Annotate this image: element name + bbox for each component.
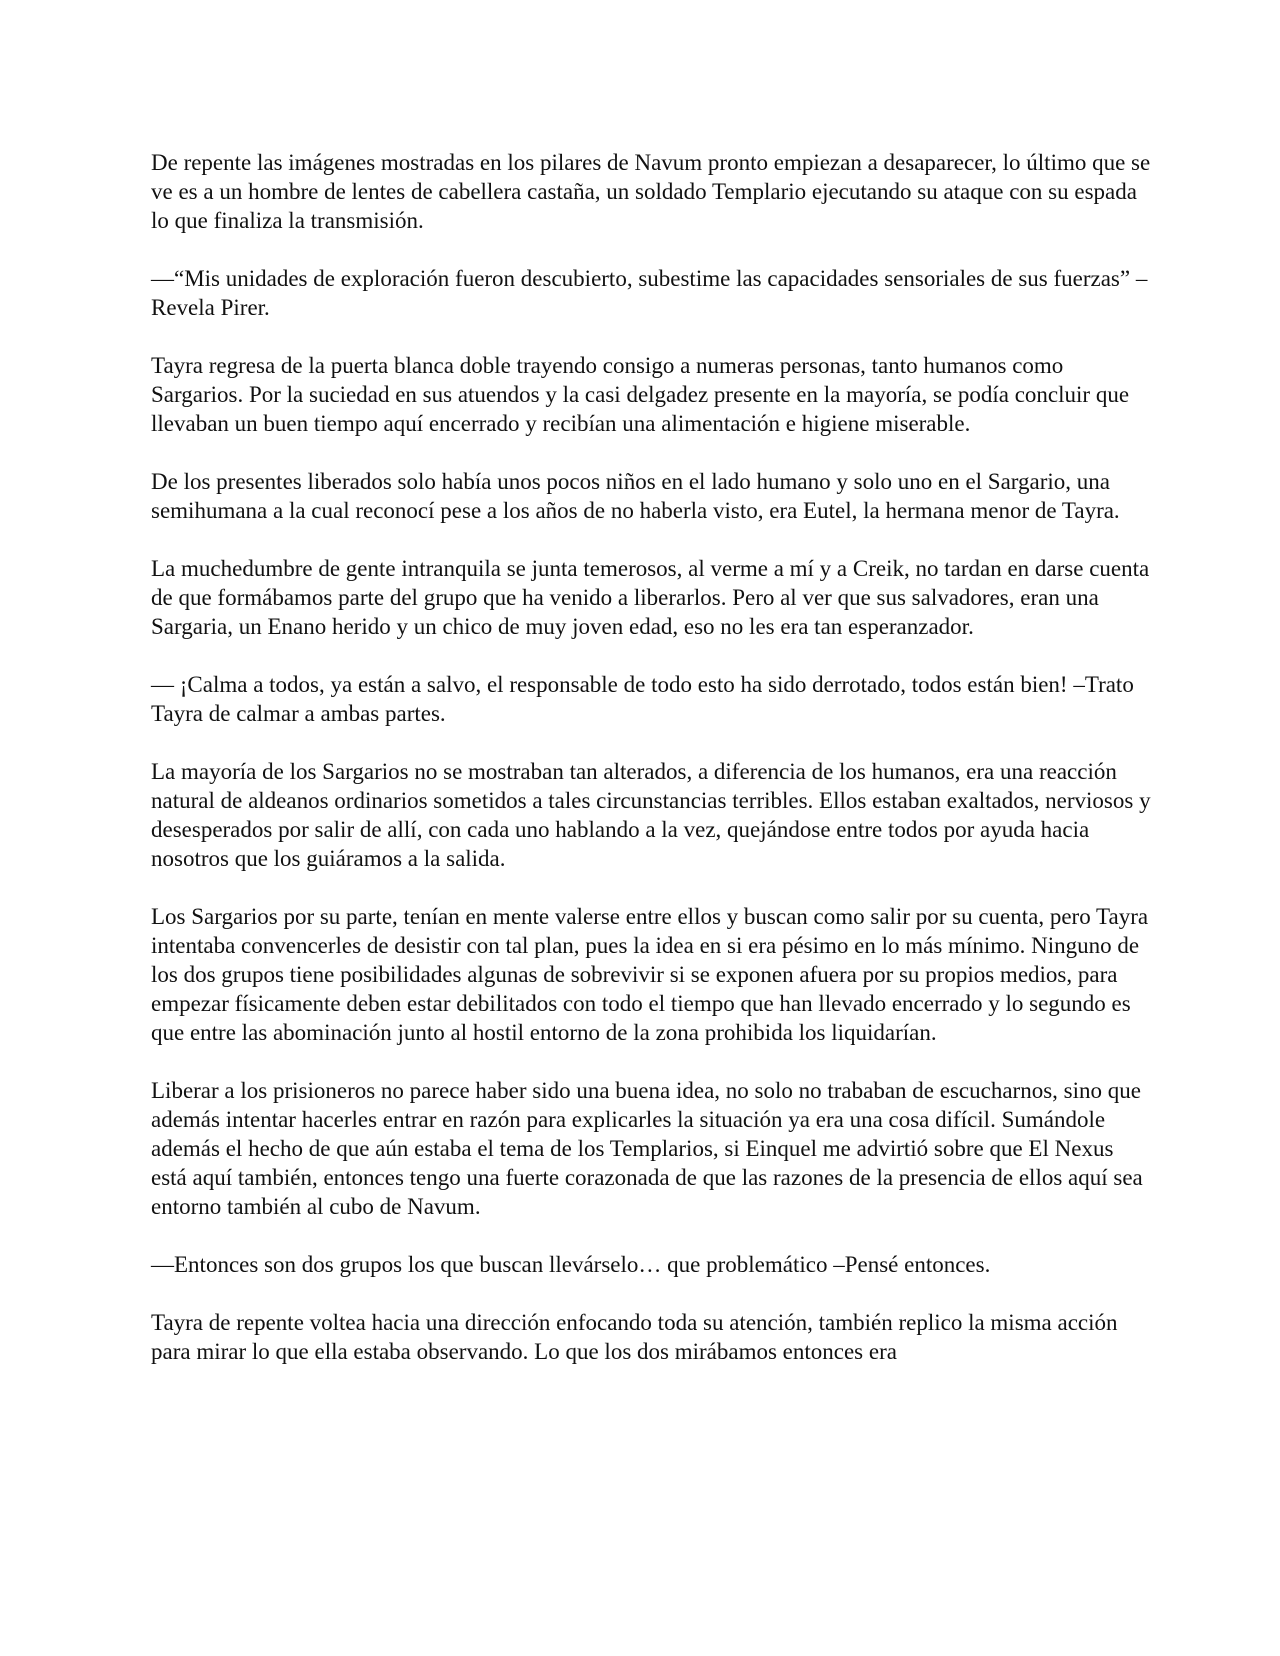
paragraph-3: Tayra regresa de la puerta blanca doble trayendo consigo a numeras personas, tanto humanos como Sargarios. Por la suciedad en sus atuendos y la casi delgadez presente en la mayoría, se podía concluir que llevaban un buen tiempo aquí encerrado y recibían una alimentación e higiene miserable. [151,353,1130,436]
document-page [151,148,1151,1366]
paragraph-9: Liberar a los prisioneros no parece haber sido una buena idea, no solo no trababan de escucharnos, sino que además intentar hacerles entrar en razón para explicarles la situación ya era una cosa difícil. Sumándole además el hecho de que aún estaba el tema de los Templarios, si Einquel me advirtió sobre que El Nexus está aquí también, entonces tengo una fuerte corazonada de que las razones de la presencia de ellos aquí sea entorno también al cubo de Navum. [151,1078,1143,1219]
paragraph-11: Tayra de repente voltea hacia una dirección enfocando toda su atención, también replico la misma acción para mirar lo que ella estaba observando. Lo que los dos mirábamos entonces era [151,1310,1118,1364]
paragraph-7: La mayoría de los Sargarios no se mostraban tan alterados, a diferencia de los humanos, era una reacción natural de aldeanos ordinarios sometidos a tales circunstancias terribles. Ellos estaban exaltados, nerviosos y desesperados por salir de allí, con cada uno hablando a la vez, quejándose entre todos por ayuda hacia nosotros que los guiáramos a la salida. [151,759,1151,871]
paragraph-2: —“Mis unidades de exploración fueron descubierto, subestime las capacidades sensoriales de sus fuerzas” –Revela Pirer. [151,266,1148,320]
paragraph-6: — ¡Calma a todos, ya están a salvo, el responsable de todo esto ha sido derrotado, todos están bien! –Trato Tayra de calmar a ambas partes. [151,672,1134,726]
paragraph-8: Los Sargarios por su parte, tenían en mente valerse entre ellos y buscan como salir por su cuenta, pero Tayra intentaba convencerles de desistir con tal plan, pues la idea en si era pésimo en lo más mínimo. Ninguno de los dos grupos tiene posibilidades algunas de sobrevivir si se exponen afuera por su propios medios, para empezar físicamente deben estar debilitados con todo el tiempo que han llevado encerrado y lo segundo es que entre las abominación junto al hostil entorno de la zona prohibida los liquidarían. [151,904,1149,1045]
paragraph-5: La muchedumbre de gente intranquila se junta temerosos, al verme a mí y a Creik, no tardan en darse cuenta de que formábamos parte del grupo que ha venido a liberarlos. Pero al ver que sus salvadores, eran una Sargaria, un Enano herido y un chico de muy joven edad, eso no les era tan esperanzador. [151,556,1150,639]
paragraph-10: —Entonces son dos grupos los que buscan llevárselo… que problemático –Pensé entonces. [151,1252,991,1277]
paragraph-1: De repente las imágenes mostradas en los pilares de Navum pronto empiezan a desaparecer, lo último que se ve es a un hombre de lentes de cabellera castaña, un soldado Templario ejecutando su ataque con su espada lo que finaliza la transmisión. [151,150,1151,233]
paragraph-4: De los presentes liberados solo había unos pocos niños en el lado humano y solo uno en el Sargario, una semihumana a la cual reconocí pese a los años de no haberla visto, era Eutel, la hermana menor de Tayra. [151,469,1120,523]
